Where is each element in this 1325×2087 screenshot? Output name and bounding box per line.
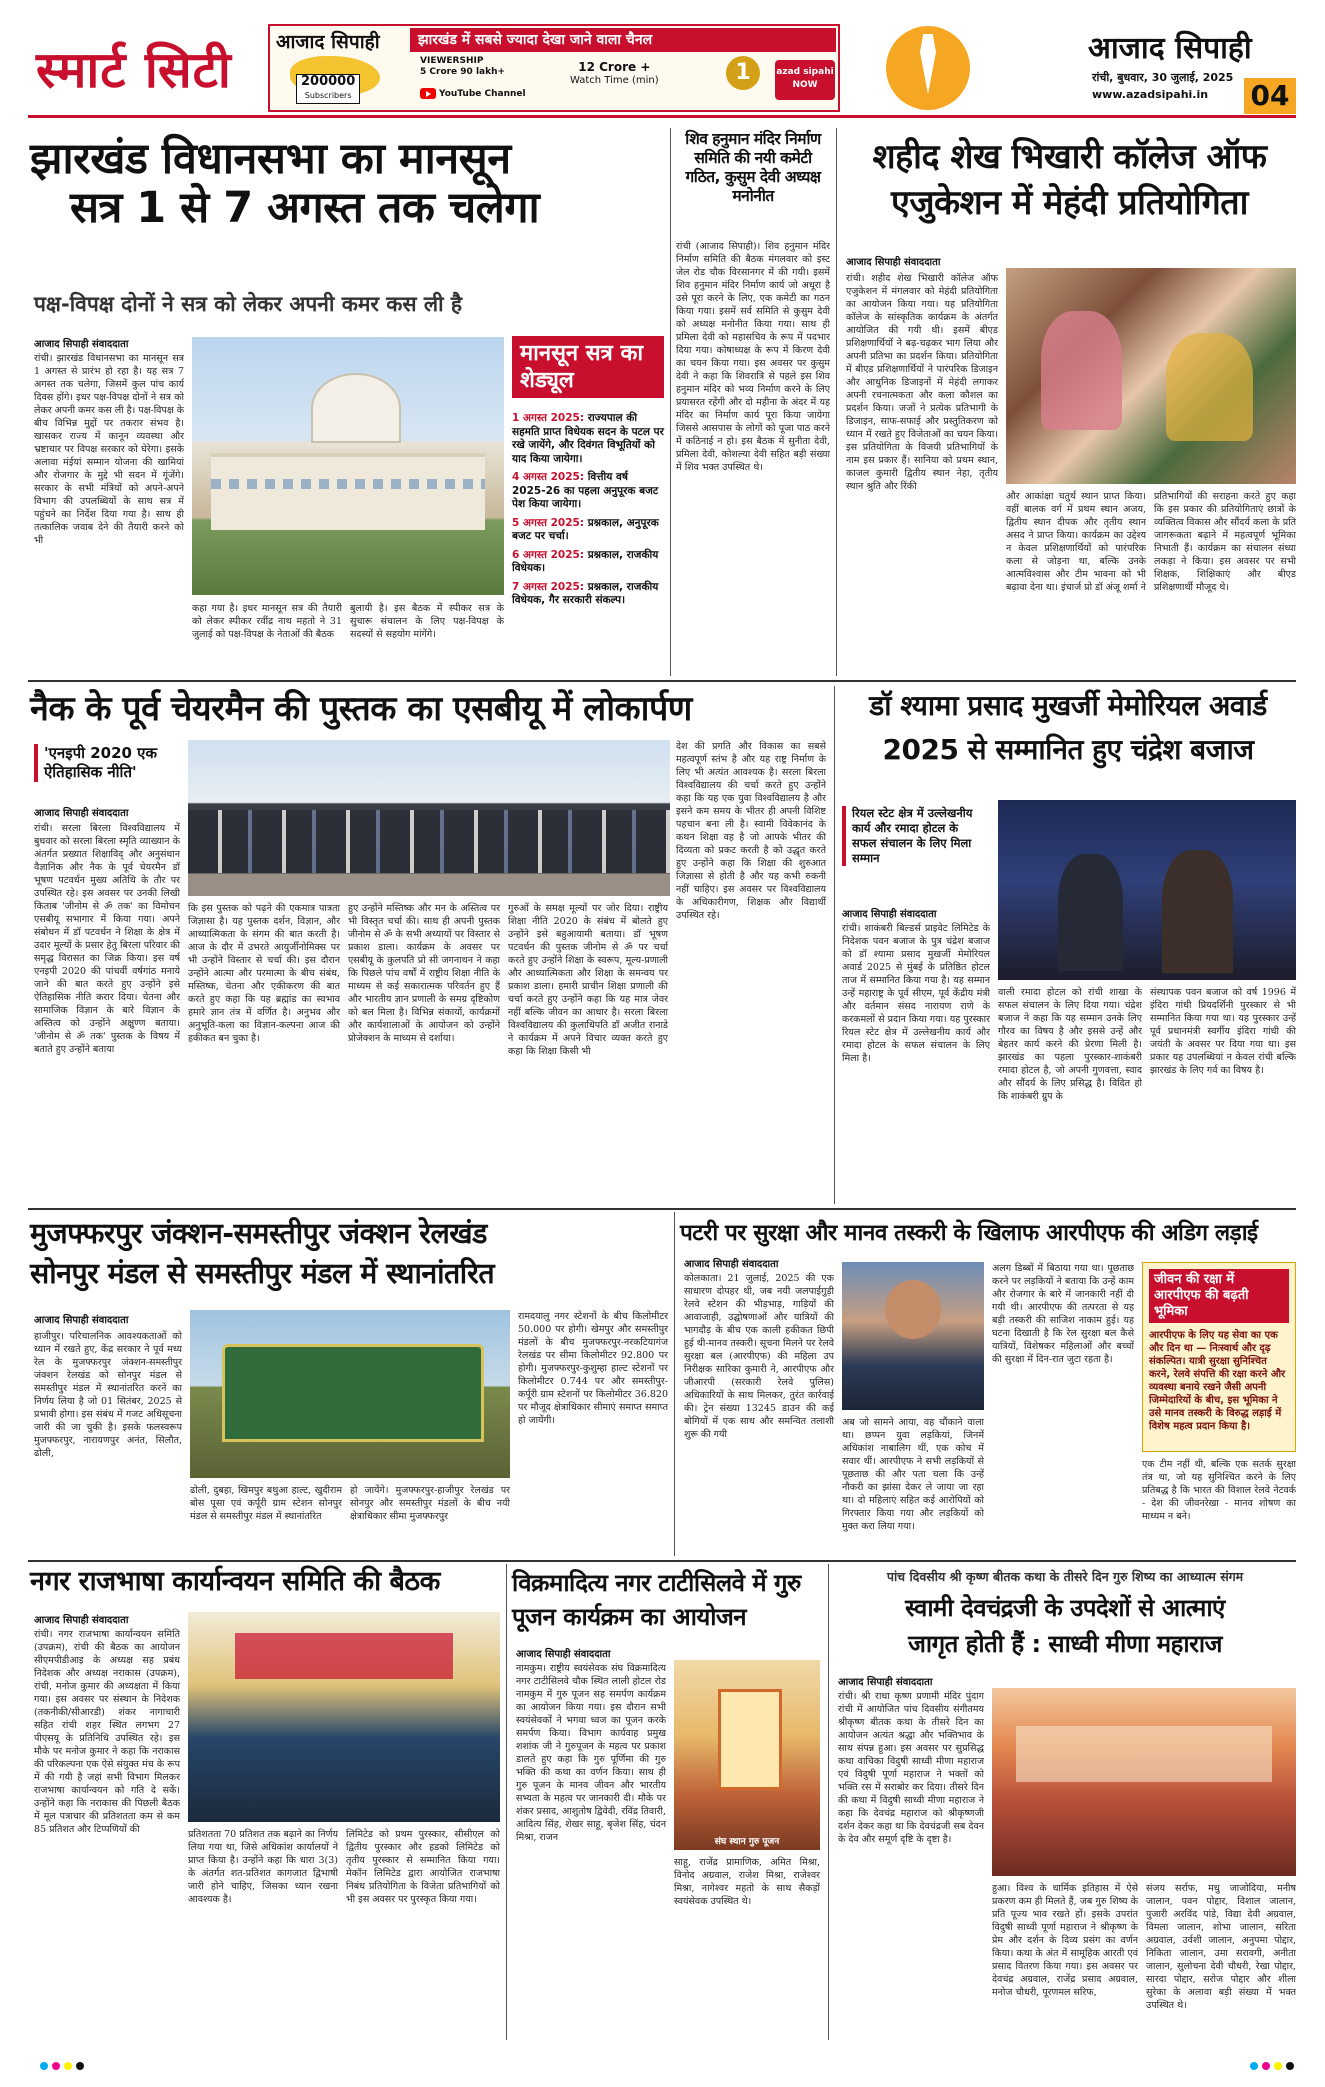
gurupujan-body-col1: नामकुम। राष्ट्रीय स्वयंसेवक संघ विक्रमादित्य नगर टाटीसिलवे चौक स्थित लाली होटल रोड नामकुम में गुरु पूजन सह समर्पण कार्यक्रम का आयोजन किया गया। इस दौरान सभी स्वयंसेवकों ने भगवा ध्वज का पूजन करके समर्पण किया। विभाग कार्यवाह प्रमुख शशांक जी ने गुरुपूजन के महत्व पर प्रकाश डालते हुए कहा कि गुरु पूर्णिमा की गुरु भक्ति की कथा का वर्णन किया। साथ ही गुरु पूजन के मानव जीवन और भारतीय सभ्यता के महत्व पर जानकारी दी। मौके पर शंकर प्रसाद, आशुतोष द्विवेदी, रविंद्र तिवारी, आदित्य सिंह, शेखर साहू, बृजेश सिंह, चंदन मिश्रा, राजन — [516, 1663, 666, 1843]
mehndi-body-col2: और आकांक्षा चतुर्थ स्थान प्राप्त किया। वहीं बालक वर्ग में प्रथम स्थान अजय, द्वितीय स्थान दीपक और तृतीय स्थान असद ने प्राप्त किया। कार्यक्रम का उद्देश्य न केवल प्रशिक्षणार्थियों को पारंपरिक कला से जोड़ना था, बल्कि उनके आत्मविश्वास और टीम भावना को भी बढ़ावा देना था। इंचार्ज प्रो डॉ अंजू शर्मा ने — [1006, 491, 1146, 593]
mehndi-byline: आजाद सिपाही संवाददाता — [846, 257, 941, 268]
gurupujan-photo-caption: संघ स्थान गुरु पूजन — [714, 1837, 780, 1847]
paper-dateline: रांची, बुधवार, 30 जुलाई, 2025 — [1092, 71, 1234, 84]
award-ceremony-photo — [998, 800, 1296, 980]
rank-badge: 1 — [726, 56, 760, 90]
pen-sun-logo — [878, 20, 978, 112]
temple-body: रांची (आजाद सिपाही)। शिव हनुमान मंदिर निर्माण समिति की बैठक मंगलवार को इस्ट जेल रोड चौक विरसानगर में की गयी। इसमें शिव हनुमान मंदिर निर्माण कार्य जो अधूरा है उसे पूरा करने के लिए, एक कमेटी का गठन किया गया। इसमें सर्व समिति से कुसुम देवी को अध्यक्ष मनोनीत किया गया। साथ ही प्रमिला देवी को महासचिव के रूप में पदभार दिया गया। कोषाध्यक्ष के रूप में किरण देवी का चयन किया गया। इस अवसर पर कुसुम देवी ने कहा कि शिवरात्रि से पहले इस शिव हनुमान मंदिर को भव्य निर्माण करने के लिए प्रयासरत रहेंगी और दो महीना के अंदर में यह मंदिर का निर्माण कार्य पूरा किया जायेगा जिससे आसपास के लोगों को पूजा पाठ करने में कठिनाई न हो। इस बैठक में सुनीता देवी, प्रमिला देवी, कोशल्या देवी सहित बड़ी संख्या में शिव भक्त उपस्थित थे। — [676, 241, 830, 473]
rail-body-col2: ढोली, दुबहा, खिमपुर बथुआ हाल्ट, खुदीराम बोस पूसा एवं कर्पूरी ग्राम स्टेशन सोनपुर मंडल से समस्तीपुर मंडल में स्थानांतरित — [190, 1485, 342, 1522]
rajbhasha-byline: आजाद सिपाही संवाददाता — [34, 1615, 129, 1626]
monsoon-body-col3: बुलायी है। इस बैठक में स्पीकर सत्र के सुचारू संचालन के लिए पक्ष-विपक्ष के सदस्यों से सहयोग मांगेंगे। — [350, 603, 504, 640]
award-body-col3: संस्थापक पवन बजाज को वर्ष 1996 में इंदिरा गांधी प्रियदर्शिनी पुरस्कार से भी सम्मानित किया गया था। यह पुरस्कार उन्हें पूर्व प्रधानमंत्री स्वर्गीय इंदिरा गांधी की जयंती के अवसर पर दिया गया था। इस प्रकार यह उपलब्धियां न केवल रांची बल्कि झारखंड के लिए गर्व का विषय है। — [1150, 987, 1296, 1076]
schedule-text: प्रश्नकाल, अनुपूरक बजट पर चर्चा। — [512, 516, 659, 542]
column-rule — [834, 686, 835, 1204]
schedule-date: 1 अगस्त 2025: — [512, 412, 588, 424]
book-body-col2: कि इस पुस्तक को पढ़ने की एकमात्र पात्रता जिज्ञासा है। यह पुस्तक दर्शन, विज्ञान, और आध्यात्मिकता के संगम की बात करती है। आज के दौर में उभरते आयुर्जीनोमिक्स पर भी उन्होंने विस्तार से चर्चा की। इस दौरान उन्होंने आत्मा और परमात्मा के बीच संबंध, मस्तिष्क, चेतना और एकीकरण की बात करते हुए कहा कि यह ब्रह्मांड का स्वभाव हमारे ज्ञान तंत्र में वर्णित है। अनुभव और अनुभूति-कला का विज्ञान-कल्पना आज की हकीकत बन चुका है। — [188, 903, 340, 1044]
award-pull-quote: रियल स्टेट क्षेत्र में उल्लेखनीय कार्य और रमादा होटल के सफल संचालन के लिए मिला सम्मान — [842, 806, 982, 866]
book-launch-photo — [188, 740, 670, 896]
column-rule — [506, 1564, 507, 2040]
book-body-col4: गुरुओं के समक्ष मूल्यों पर जोर दिया। राष्ट्रीय शिक्षा नीति 2020 के संबंध में बोलते हुए उन्होंने इसे बहुआयामी बताया। डॉ भूषण पटवर्धन की पुस्तक जीनोम से ॐ पर चर्चा करते हुए उन्होंने शिक्षा के स्वरूप, मूल्य-प्रणाली और आध्यात्मिकता और शिक्षा के समन्वय पर प्रकाश डाला। हमारी प्राचीन शिक्षा प्रणाली की चर्चा करते हुए उन्होंने कहा कि यह मात्र जेवर नहीं बल्कि जीवन का आधार है। सरला बिरला विश्वविद्यालय की कुलाधिपति डॉ अजीत रानाडे ने कार्यक्रम में अपने विचार व्यक्त करते हुए कहा कि शिक्षा किसी भी — [508, 903, 668, 1057]
rajbhasha-headline: नगर राजभाषा कार्यान्वयन समिति की बैठक — [30, 1566, 440, 1597]
paper-name: आजाद सिपाही — [1088, 31, 1252, 66]
katha-kicker: पांच दिवसीय श्री कृष्ण बीतक कथा के तीसरे दिन गुरु शिष्य का आध्यात्म संगम — [886, 1569, 1244, 1584]
rpf-side-box-title: जीवन की रक्षा में आरपीएफ की बढ़ती भूमिका — [1149, 1269, 1289, 1323]
rpf-officer-photo — [842, 1262, 984, 1410]
schedule-item — [512, 412, 664, 466]
rajbhasha-body-col1: रांची। नगर राजभाषा कार्यान्वयन समिति (उपक्रम), रांची की बैठक का आयोजन सीएमपीडीआइ के अध्यक्ष सह प्रबंध निदेशक और अध्यक्ष नराकास (उपक्रम), रांची, मनोज कुमार की अध्यक्षता में किया गया। इस अवसर पर संस्थान के निदेशक (तकनीकी/सीआरडी) शंकर नागाचारी सहित रांची शहर स्थित लगभग 27 पीएसयू के प्रतिनिधि उपस्थित रहे। इस मौके पर मनोज कुमार ने कहा कि नराकास की परिकल्पना एक ऐसे संयुक्त मंच के रूप में की गयी है जहां सभी विभाग मिलकर राजभाषा कार्यान्वयन को गति दे सकें। उन्होंने कहा कि नराकास की पिछली बैठक में मूल पत्राचार की प्रतिशतता कम से कम 85 प्रतिशत और टिप्पणियों की — [34, 1629, 180, 1835]
katha-body-col1: रांची। श्री राधा कृष्ण प्रणामी मंदिर पुंदाग रांची में आयोजित पांच दिवसीय संगीतमय श्रीकृष्ण बीतक कथा के तीसरे दिन का आयोजन अत्यंत श्रद्धा और भक्तिभाव के साथ संपन्न हुआ। इस अवसर पर सुप्रसिद्ध कथा वाचिका विदुषी साध्वी मीणा महाराज एवं विदुषी पूर्णा महाराज ने भक्तों को भक्ति रस में सराबोर कर दिया। तीसरे दिन की कथा में विदुषी साध्वी मीणा महाराज ने कहा कि देवचंद्र महाराज को श्रीकृष्णजी दर्शन देकर कहा था कि देवचंद्रजी सब देवन के देव और समूर्ण दृष्टि के दृष्टा है। — [838, 1691, 984, 1845]
monsoon-byline: आजाद सिपाही संवाददाता — [34, 339, 129, 350]
rpf-body-col4: एक टीम नहीं थी, बल्कि एक सतर्क सुरक्षा तंत्र था, जो यह सुनिश्चित करने के लिए प्रतिबद्ध है कि भारत की विशाल रेलवे नेटवर्क - देश की जीवनरेखा - मानव शोषण का माध्यम न बने। — [1142, 1459, 1296, 1522]
schedule-text: वित्तीय वर्ष 2025-26 का पहला अनुपूरक बजट पेश किया जायेगा। — [512, 471, 659, 510]
gurupujan-byline: आजाद सिपाही संवाददाता — [516, 1649, 611, 1660]
row-divider — [28, 1560, 1296, 1562]
schedule-item — [512, 549, 664, 576]
schedule-text: प्रश्नकाल, राजकीय विधेयक। — [512, 548, 659, 574]
yellow-dot-icon — [1274, 2062, 1282, 2070]
schedule-date: 5 अगस्त 2025: — [512, 516, 588, 529]
award-body-col2: वाली रमादा होटल को रांची शाखा के सफल संचालन के लिए दिया गया। चंद्रेश बजाज ने कहा कि यह सम्मान उनके लिए गौरव का विषय है और इससे उन्हें और बेहतर कार्य करने की प्रेरणा मिली है। झारखंड का पहला पुरस्कार-शाकंबरी रमादा होटल है, जो अपनी गुणवत्ता, स्वाद और सौंदर्य के लिए प्रसिद्ध है। विदित हो कि शाकंबरी ग्रुप के — [998, 987, 1142, 1102]
rail-body-col1: हाजीपुर। परिचालनिक आवश्यकताओं को ध्यान में रखते हुए, केंद्र सरकार ने पूर्व मध्य रेल के मुजफ्फरपुर जंक्शन-समस्तीपुर जंक्शन रेलखंड को सोनपुर मंडल से समस्तीपुर मंडल में स्थानांतरित करने का निर्णय लिया है जो 01 सितंबर, 2025 से प्रभावी होगा। इस संबंध में गजट अधिसूचना जारी की जा चुकी है। इसके फलस्वरूप मुजफ्फरपुर, नारायणपुर अनंत, सिलौत, ढोली, — [34, 1331, 182, 1459]
column-rule — [670, 128, 671, 676]
train-photo — [190, 1310, 510, 1478]
black-dot-icon — [76, 2062, 84, 2070]
rail-body-col3: हो जायेंगे। मुजफ्फरपुर-हाजीपुर रेलखंड पर सोनपुर और समस्तीपुर मंडलों के बीच नयी क्षेत्राधिकार सीमा मुजफ्फरपुर — [350, 1485, 510, 1522]
magenta-dot-icon — [1262, 2062, 1270, 2070]
cyan-dot-icon — [40, 2062, 48, 2070]
schedule-item — [512, 517, 664, 544]
mehndi-body-col1: रांची। शहीद शेख भिखारी कॉलेज ऑफ एजुकेशन में मंगलवार को मेहंदी प्रतियोगिता का आयोजन किया गया। यह प्रतियोगिता कॉलेज के सांस्कृतिक कार्यक्रम के अंतर्गत आयोजित की गयी थी। इसमें बीएड प्रशिक्षणार्थियों ने बढ़-चढ़कर भाग लिया और अपनी प्रतिभा का प्रदर्शन किया। प्रतियोगिता में बीएड प्रशिक्षणार्थियों ने पारंपरिक डिजाइन और आधुनिक डिजाइनों में मेहंदी लगाकर अपनी रचनात्मकता और कला कौशल का प्रदर्शन किया। जजों ने प्रत्येक प्रतिभागी के डिजाइन, साफ-सफाई और प्रस्तुतिकरण को ध्यान में रखते हुए विजेताओं का चयन किया। इस प्रतियोगिता के विजयी प्रतिभागियों के नाम इस प्रकार हैं। सानिया को प्रथम स्थान, काजल कुमारी द्वितीय स्थान नेहा, तृतीय स्थान श्रुति और रिंकी — [846, 273, 998, 492]
schedule-item — [512, 471, 664, 512]
book-body-col5: देश की प्रगति और विकास का सबसे महत्वपूर्ण स्तंभ है और यह राष्ट्र निर्माण के लिए भी अत्यंत आवश्यक है। सरला बिरला विश्वविद्यालय की चर्चा करते हुए उन्होंने कहा कि यह एक युवा विश्वविद्यालय है और इसने कम समय के भीतर ही अपनी विशिष्ट पहचान बना ली है। स्वामी विवेकानंद के कथन शिक्षा वह है जो आपके भीतर की दिव्यता को प्रकट करती है को उद्धृत करते हुए उन्होंने कहा कि शिक्षा की शुरुआत जिज्ञासा से होती है और यह कभी रुकनी नहीं चाहिए। इस अवसर पर विश्वविद्यालय के अधिकारीगण, शिक्षक और विद्यार्थी उपस्थित रहे। — [676, 741, 826, 921]
book-launch-headline: नैक के पूर्व चेयरमैन की पुस्तक का एसबीयू में लोकार्पण — [30, 689, 692, 729]
schedule-text: राज्यपाल की सहमति प्राप्त विधेयक सदन के पटल पर रखे जायेंगे, और दिवंगत विभूतियों को याद किया जायेगा। — [512, 412, 664, 465]
monsoon-body-col2: कहा गया है। इधर मानसून सत्र की तैयारी को लेकर स्पीकर रवींद्र नाथ महतो ने 31 जुलाई को पक्ष-विपक्ष के नेताओं की बैठक — [192, 603, 342, 640]
award-headline: डॉ श्यामा प्रसाद मुखर्जी मेमोरियल अवार्ड 2025 से सम्मानित हुए चंद्रेश बजाज — [869, 689, 1267, 766]
black-dot-icon — [1286, 2062, 1294, 2070]
monsoon-deck: पक्ष-विपक्ष दोनों ने सत्र को लेकर अपनी कमर कस ली है — [34, 292, 463, 316]
book-byline: आजाद सिपाही संवाददाता — [34, 808, 129, 819]
rpf-body-col1: कोलकाता। 21 जुलाई, 2025 की एक साधारण दोपहर थी, जब नयी जलपाईगुड़ी रेलवे स्टेशन की भीड़भाड़, गाड़ियों की आवाजाही, उद्घोषणाओं और यात्रियों की भागदौड़ के बीच एक काली हकीकत छिपी हुई थी-मानव तस्करी। सूचना मिलने पर रेलवे सुरक्षा बल (आरपीएफ) की महिला उप निरीक्षक सारिका कुमारी ने, आरपीएफ और जीआरपी (सरकारी रेलवे पुलिस) अधिकारियों के साथ मिलकर, तुरंत कार्रवाई की। ट्रेन संख्या 13245 डाउन की कई बोगियों में एक साथ और समन्वित तलाशी शुरू की गयी — [684, 1273, 834, 1440]
rpf-headline: पटरी पर सुरक्षा और मानव तस्करी के खिलाफ आरपीएफ की अडिग लड़ाई — [680, 1220, 1258, 1246]
schedule-date: 6 अगस्त 2025: — [512, 548, 588, 561]
book-body-col1: रांची। सरला बिरला विश्वविद्यालय में बुधवार को सरला बिरला स्मृति व्याख्यान के अंतर्गत प्रख्यात शिक्षाविद् और अनुसंधान वैज्ञानिक और नैक के पूर्व चेयरमैन डॉ भूषण पटवर्धन मुख्य अतिथि के तौर पर उपस्थित रहे। इस अवसर पर उनकी लिखी किताब 'जीनोम से ॐ तक' का विमोचन एसबीयू सभागार में किया गया। अपने संबोधन में डॉ पटवर्धन ने शिक्षा के क्षेत्र में उदार मूल्यों के प्रसार हेतु बिरला परिवार की समृद्ध विरासत का जिक्र किया। इस वर्ष एनइपी 2020 की पांचवीं वर्षगांठ मनाये जाने की बात करते हुए उन्होंने इसे ऐतिहासिक नीति करार दिया। चेतना और सामाजिक विज्ञान के बारे विज्ञान के अस्तित्व को उन्होंने अक्षुण्ण बताया। 'जीनोम से ॐ तक' पुस्तक के विषय में बताते हुए उन्होंने बताया — [34, 823, 180, 1055]
katha-byline: आजाद सिपाही संवाददाता — [838, 1677, 933, 1688]
magenta-dot-icon — [52, 2062, 60, 2070]
katha-photo — [992, 1688, 1296, 1876]
ad-viewership: VIEWERSHIP 5 Crore 90 lakh+ — [420, 56, 506, 77]
rajbhasha-meeting-photo — [188, 1612, 500, 1822]
gurupujan-body-col2: साहू, राजेंद्र प्रामाणिक, अमित मिश्रा, विनोद अग्रवाल, राजेश मिश्रा, राजेश्वर मिश्रा, नागेश्वर महतो के साथ सैकड़ों स्वयंसेवक उपस्थित थे। — [674, 1857, 820, 1907]
assembly-building-photo — [192, 337, 504, 595]
rail-body-col4: रामदयालु नगर स्टेशनों के बीच किलोमीटर 50.000 पर होगी। खेमपुर और समस्तीपुर मंडलों के बीच मुजफ्फरपुर-नरकटियागंज रेलखंड पर सीमा किलोमीटर 92.800 पर होगी। मुजफ्फरपुर-कुशुम्हा हाल्ट स्टेशनों पर किलोमीटर 0.744 पर और समस्तीपुर-कर्पूरी ग्राम स्टेशनों पर किलोमीटर 36.820 पर मौजूद क्षेत्राधिकार सीमाएं समाप्त समाप्त हो जायेंगी। — [518, 1311, 668, 1426]
rpf-body-col2: अब जो सामने आया, वह चौंकाने वाला था। छप्पन युवा लड़कियां, जिनमें अधिकांश नाबालिग थीं, एक कोच में सवार थीं। आरपीएफ ने सभी लड़कियों से पूछताछ की और पता चला कि उन्हें नौकरी का झांसा देकर ले जाया जा रहा था। दो महिलाएं सहित कई आरोपियों को गिरफ्तार किया गया और लड़कियों को मुक्त करा लिया गया। — [842, 1417, 984, 1532]
schedule-text: प्रश्नकाल, राजकीय विधेयक, गैर सरकारी संकल्प। — [512, 580, 659, 606]
youtube-play-icon — [420, 88, 436, 99]
channel-ad-banner[interactable] — [268, 24, 840, 112]
ad-watch-time: 12 Crore + Watch Time (min) — [570, 60, 659, 86]
ad-subscribers: 200000 Subscribers — [296, 74, 360, 104]
mehndi-headline: शहीद शेख भिखारी कॉलेज ऑफ एजुकेशन में मेहंदी प्रतियोगिता — [872, 137, 1267, 223]
gurupujan-headline: विक्रमादित्य नगर टाटीसिलवे में गुरु पूजन कार्यक्रम का आयोजन — [512, 1569, 801, 1631]
book-pull-quote: 'एनइपी 2020 एक ऐतिहासिक नीति' — [34, 744, 174, 782]
ad-brand: आजाद सिपाही — [276, 31, 380, 53]
rpf-byline: आजाद सिपाही संवाददाता — [684, 1259, 779, 1270]
rpf-body-col3: अलग डिब्बों में बिठाया गया था। पूछताछ करने पर लड़कियों ने बताया कि उन्हें काम और रोजगार के बारे में जानकारी नहीं दी गयी थी। आरपीएफ की तत्परता से यह बड़ी तस्करी की साजिश नाकाम हुई। यह घटना दिखाती है कि रेल सुरक्षा बल कैसे यात्रियों, विशेषकर महिलाओं और बच्चों की सुरक्षा में दिन-रात जुटा रहता है। — [992, 1263, 1134, 1365]
channel-logo: azad sipahi NOW — [775, 60, 835, 100]
ad-tagline: झारखंड में सबसे ज्यादा देखा जाने वाला चैनल — [410, 28, 836, 52]
column-rule — [828, 1564, 829, 2040]
guru-pujan-photo — [674, 1660, 820, 1850]
katha-headline: स्वामी देवचंद्रजी के उपदेशों से आत्माएं जागृत होती हैं : साध्वी मीणा महाराज — [905, 1594, 1225, 1658]
rajbhasha-body-col2: प्रतिशतता 70 प्रतिशत तक बढ़ाने का निर्णय लिया गया था, जिसे अधिकांश कार्यालयों ने प्राप्त किया है। उन्होंने कहा कि धारा 3(3) के अंतर्गत शत-प्रतिशत कागजात द्विभाषी जारी होने चाहिए, जिसका ध्यान रखना आवश्यक है। — [188, 1829, 338, 1905]
rajbhasha-body-col3: लिमिटेड को प्रथम पुरस्कार, सीसीएल को द्वितीय पुरस्कार और हडको लिमिटेड को तृतीय पुरस्कार से सम्मानित किया गया। मेकॉन लिमिटेड द्वारा आयोजित राजभाषा निबंध प्रतियोगिता के विजेता प्रतिभागियों को भी इस अवसर पर पुरस्कृत किया गया। — [346, 1829, 500, 1905]
row-divider — [28, 680, 1296, 682]
schedule-date: 7 अगस्त 2025: — [512, 580, 588, 593]
mehndi-body-col3: प्रतिभागियों की सराहना करते हुए कहा कि इस प्रकार की प्रतियोगिताएं छात्रों के व्यक्तित्व विकास और सौंदर्य कला के प्रति जागरूकता बढ़ाने में महत्वपूर्ण भूमिका निभाती हैं। कार्यक्रम का संचालन संध्या लकड़ा ने किया। इस अवसर पर सभी शिक्षक, शिक्षिकाएं और बीएड प्रशिक्षणार्थी मौजूद थे। — [1154, 491, 1296, 593]
mehndi-competition-photo — [1006, 268, 1296, 484]
cyan-dot-icon — [1250, 2062, 1258, 2070]
schedule-item — [512, 581, 664, 608]
paper-website[interactable]: www.azadsipahi.in — [1092, 88, 1209, 101]
award-byline: आजाद सिपाही संवाददाता — [842, 909, 937, 920]
monsoon-headline: झारखंड विधानसभा का मानसून सत्र 1 से 7 अगस्त तक चलेगा — [30, 134, 540, 234]
section-name: स्मार्ट सिटी — [36, 41, 232, 99]
ad-youtube: YouTube Channel — [420, 88, 526, 99]
katha-body-col2: हुआ। विश्व के धार्मिक इतिहास में ऐसे प्रकरण कम ही मिलते हैं, जब गुरु शिष्य के प्रति पूज्य भाव रखते हों। इसके उपरांत विदुषी साध्वी पूर्णा महाराज ने श्रीकृष्ण के प्रेम और दर्शन के दिव्य प्रसंग का वर्णन किया। कथा के अंत में सामूहिक आरती एवं प्रसाद वितरण किया गया। इस अवसर पर देवचंद्र अग्रवाल, राजेंद्र प्रसाद अग्रवाल, मनोज चौधरी, पूरणमल सरिफ, — [992, 1883, 1138, 1998]
rail-byline: आजाद सिपाही संवाददाता — [34, 1315, 129, 1326]
column-rule — [674, 1212, 675, 1556]
rpf-side-box-text: आरपीएफ के लिए यह सेवा का एक और दिन था — निःस्वार्थ और दृढ़ संकल्पित। यात्री सुरक्षा सुनिश्चित करने, रेलवे संपत्ति की रक्षा करने और व्यवस्था बनाये रखने जैसी अपनी जिम्मेदारियों के बीच, इस भूमिका ने उसे मानव तस्करी के विरुद्ध लड़ाई में विशेष महत्व प्रदान किया है। — [1149, 1330, 1286, 1432]
rpf-side-box — [1142, 1262, 1296, 1452]
column-rule — [836, 128, 837, 676]
schedule-list — [512, 412, 664, 613]
masthead — [28, 20, 1296, 118]
row-divider — [28, 1208, 1296, 1210]
monsoon-body-col1: रांची। झारखंड विधानसभा का मानसून सत्र 1 अगस्त से प्रारंभ हो रहा है। यह सत्र 7 अगस्त तक चलेगा, जिसमें कुल पांच कार्य दिवस होंगे। इधर पक्ष-विपक्ष दोनों ने सत्र को लेकर अपनी कमर कस ली है। पक्ष-विपक्ष के बीच विभिन्न मुद्दों पर तकरार संभव है। खासकर राज्य में कानून व्यवस्था और भ्रष्टाचार पर विपक्ष सरकार को घेरेगा। इसके अलावा मंईयां सम्मान योजना की खामियां और रोजगार के मुद्दे भी सदन में गूंजेंगे। सरकार के सभी मंत्रियों को अपने-अपने विभाग की उपलब्धियों के साथ सत्र में पहुंचने का निर्देश दिया गया है। साथ ही तत्कालिक जवाब देने की तैयारी करने को भी — [34, 353, 184, 546]
schedule-date: 4 अगस्त 2025: — [512, 471, 588, 483]
page-number: 04 — [1244, 78, 1296, 114]
award-body-col1: रांची। शाकंबरी बिल्डर्स प्राइवेट लिमिटेड के निदेशक पवन बजाज के पुत्र चंद्रेश बजाज को डॉ श्यामा प्रसाद मुखर्जी मेमोरियल अवार्ड 2025 से मुंबई के प्रतिष्ठित होटल ताज में सम्मानित किया गया है। यह सम्मान उन्हें महाराष्ट्र के पूर्व सीएम, पूर्व केंद्रीय मंत्री और वर्तमान संसद नारायण राणे के करकमलों से प्रदान किया गया। यह पुरस्कार रियल स्टेट क्षेत्र में उल्लेखनीय कार्य और रमादा होटल के सफल संचालन के लिए मिला है। — [842, 923, 990, 1064]
katha-body-col3: संजय सर्राफ, मधु जाजोदिया, मनीष जालान, पवन पोद्दार, विशाल जालान, पुजारी अरविंद पांडे, विद्या देवी अग्रवाल, विमला जालान, शोभा जालान, सरिता अग्रवाल, उर्वशी जालान, अनुपमा पोद्दार, निकिता जालान, उमा सरावगी, अनीता जालान, सुलोचना देवी चौधरी, रेखा पोद्दार, सारदा पोद्दार, सरोज पोद्दार और शीला सुरेका के अलावा बड़ी संख्या में भक्त उपस्थित थे। — [1146, 1883, 1296, 2011]
schedule-title: मानसून सत्र का शेड्यूल — [512, 336, 664, 398]
temple-headline: शिव हनुमान मंदिर निर्माण समिति की नयी कमेटी गठित, कुसुम देवी अध्यक्ष मनोनीत — [685, 130, 821, 205]
yellow-dot-icon — [64, 2062, 72, 2070]
rail-headline: मुजफ्फरपुर जंक्शन-समस्तीपुर जंक्शन रेलखंड सोनपुर मंडल से समस्तीपुर मंडल में स्थानांतरित — [30, 1217, 495, 1290]
book-body-col3: हुए उन्होंने मस्तिष्क और मन के अस्तित्व पर भी विस्तृत चर्चा की। साथ ही अपनी पुस्तक जीनोम से ॐ के सभी अध्यायों पर विस्तार से प्रकाश डाला। कार्यक्रम के अवसर पर एसबीयू के कुलपति प्रो सी जगनाथन ने कहा कि पिछले पांच वर्षों में राष्ट्रीय शिक्षा नीति के माध्यम से कई सकारात्मक परिवर्तन हुए हैं और भारतीय ज्ञान प्रणाली के समग्र दृष्टिकोण को बल मिला है। विभिन्न संकायों, कार्यक्रमों और कार्यशालाओं के आयोजन को उन्होंने प्रोजेक्शन के माध्यम से दर्शाया। — [348, 903, 500, 1044]
